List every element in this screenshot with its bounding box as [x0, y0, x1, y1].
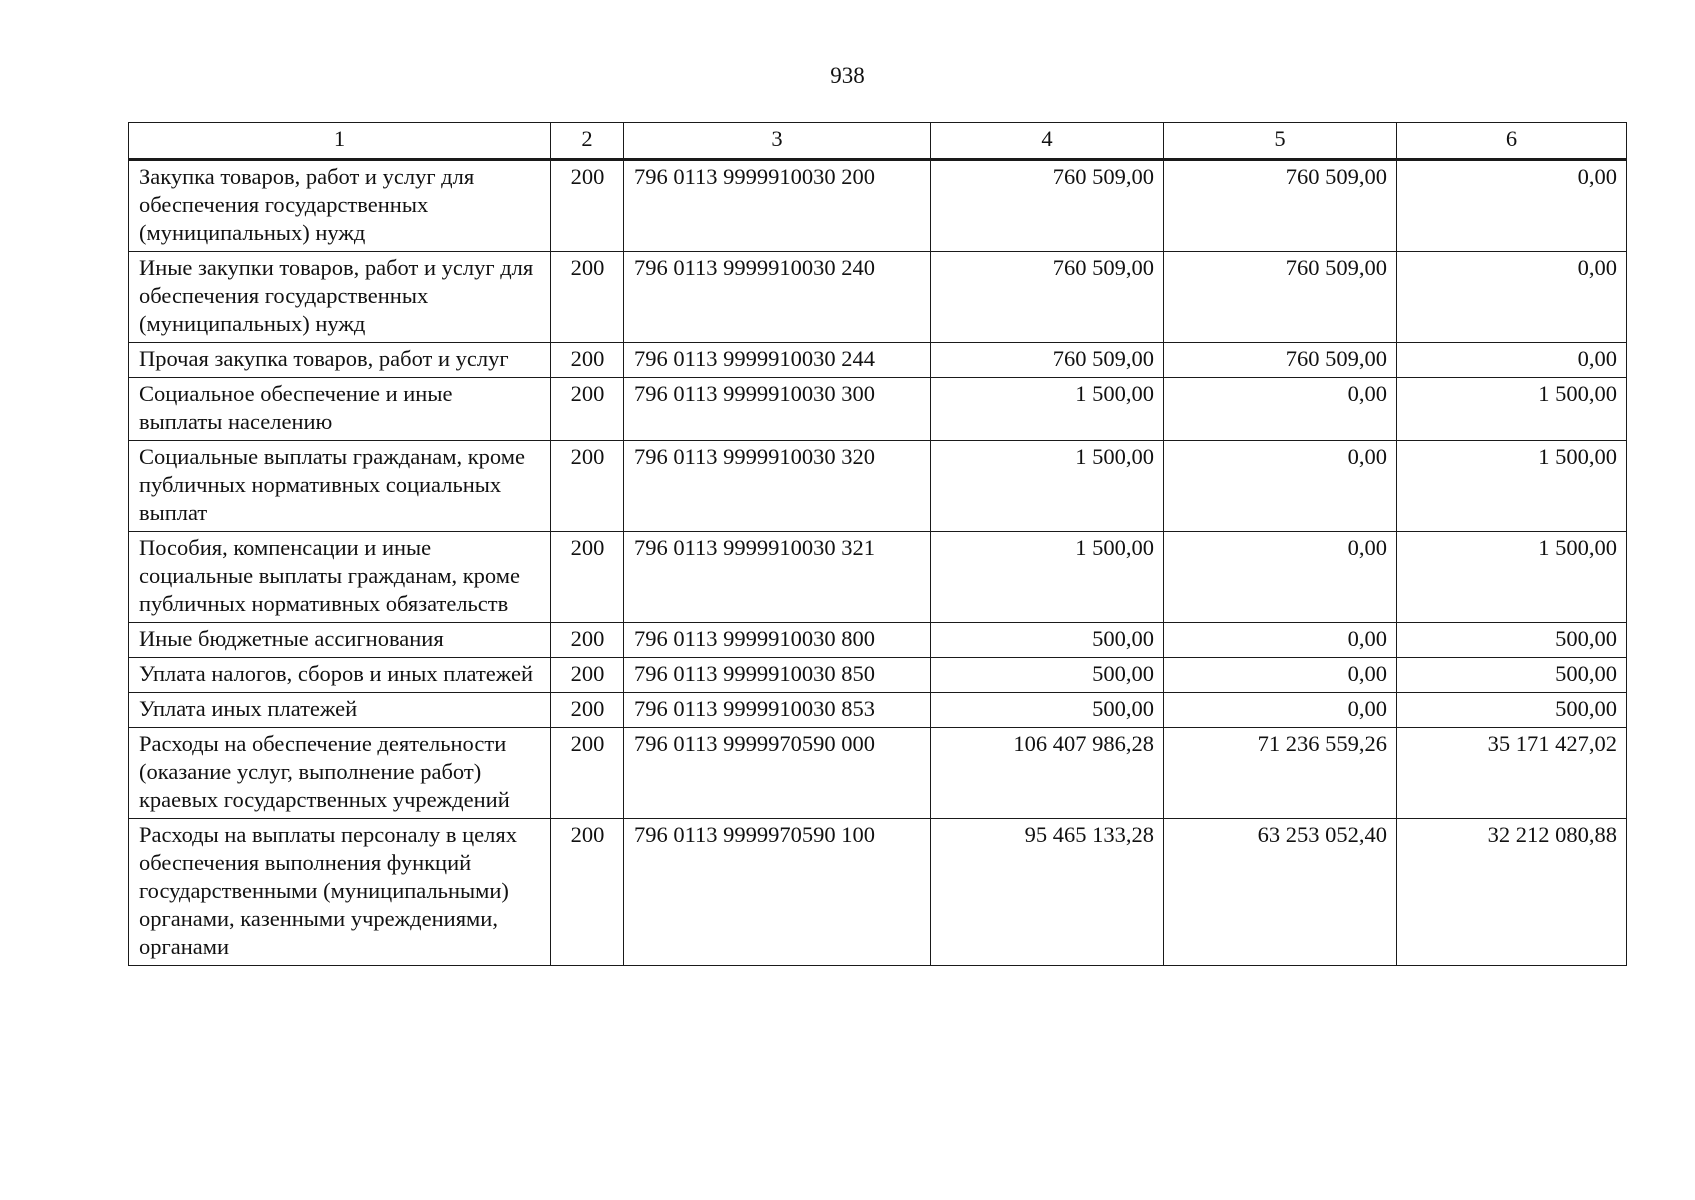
column-6-amount-cell: 500,00 [1397, 693, 1627, 728]
table-row [129, 728, 1627, 819]
classification-code-cell: 796 0113 9999910030 850 [624, 658, 931, 693]
column-6-amount-cell: 32 212 080,88 [1397, 819, 1627, 966]
column-4-amount-cell: 1 500,00 [931, 441, 1164, 532]
column-5-amount-cell: 0,00 [1164, 441, 1397, 532]
column-2-cell: 200 [551, 160, 624, 252]
column-6-amount-cell: 500,00 [1397, 658, 1627, 693]
column-6-amount-cell: 0,00 [1397, 160, 1627, 252]
column-6-amount-cell: 35 171 427,02 [1397, 728, 1627, 819]
table-row [129, 819, 1627, 966]
column-header-5: 5 [1164, 123, 1397, 160]
row-name-cell: Расходы на обеспечение деятельности (оказание услуг, выполнение работ) краевых государственных учреждений [129, 728, 551, 819]
column-5-amount-cell: 63 253 052,40 [1164, 819, 1397, 966]
table-row [129, 658, 1627, 693]
column-4-amount-cell: 1 500,00 [931, 532, 1164, 623]
column-6-amount-cell: 0,00 [1397, 252, 1627, 343]
column-5-amount-cell: 71 236 559,26 [1164, 728, 1397, 819]
column-5-amount-cell: 0,00 [1164, 693, 1397, 728]
column-header-6: 6 [1397, 123, 1627, 160]
classification-code-cell: 796 0113 9999970590 100 [624, 819, 931, 966]
column-2-cell: 200 [551, 252, 624, 343]
column-2-cell: 200 [551, 343, 624, 378]
column-4-amount-cell: 106 407 986,28 [931, 728, 1164, 819]
classification-code-cell: 796 0113 9999910030 244 [624, 343, 931, 378]
column-5-amount-cell: 760 509,00 [1164, 343, 1397, 378]
column-2-cell: 200 [551, 819, 624, 966]
table-row [129, 693, 1627, 728]
row-name-cell: Иные бюджетные ассигнования [129, 623, 551, 658]
row-name-cell: Социальное обеспечение и иные выплаты населению [129, 378, 551, 441]
table-row [129, 441, 1627, 532]
column-4-amount-cell: 500,00 [931, 623, 1164, 658]
classification-code-cell: 796 0113 9999910030 240 [624, 252, 931, 343]
column-6-amount-cell: 1 500,00 [1397, 532, 1627, 623]
table-row [129, 623, 1627, 658]
table-row [129, 252, 1627, 343]
column-5-amount-cell: 0,00 [1164, 378, 1397, 441]
column-5-amount-cell: 0,00 [1164, 623, 1397, 658]
table-header-row [129, 123, 1627, 160]
budget-table [128, 122, 1627, 966]
column-2-cell: 200 [551, 623, 624, 658]
classification-code-cell: 796 0113 9999910030 200 [624, 160, 931, 252]
row-name-cell: Расходы на выплаты персоналу в целях обеспечения выполнения функций государственными (муниципальными) органами, казенными учреждениями, органами [129, 819, 551, 966]
column-4-amount-cell: 760 509,00 [931, 160, 1164, 252]
column-6-amount-cell: 1 500,00 [1397, 378, 1627, 441]
classification-code-cell: 796 0113 9999910030 853 [624, 693, 931, 728]
column-header-2: 2 [551, 123, 624, 160]
column-4-amount-cell: 760 509,00 [931, 343, 1164, 378]
column-4-amount-cell: 1 500,00 [931, 378, 1164, 441]
classification-code-cell: 796 0113 9999910030 321 [624, 532, 931, 623]
row-name-cell: Иные закупки товаров, работ и услуг для обеспечения государственных (муниципальных) нужд [129, 252, 551, 343]
column-4-amount-cell: 500,00 [931, 693, 1164, 728]
column-5-amount-cell: 0,00 [1164, 532, 1397, 623]
column-6-amount-cell: 1 500,00 [1397, 441, 1627, 532]
column-4-amount-cell: 500,00 [931, 658, 1164, 693]
column-2-cell: 200 [551, 728, 624, 819]
row-name-cell: Социальные выплаты гражданам, кроме публичных нормативных социальных выплат [129, 441, 551, 532]
column-header-1: 1 [129, 123, 551, 160]
classification-code-cell: 796 0113 9999910030 320 [624, 441, 931, 532]
table-row [129, 160, 1627, 252]
column-6-amount-cell: 500,00 [1397, 623, 1627, 658]
classification-code-cell: 796 0113 9999970590 000 [624, 728, 931, 819]
column-6-amount-cell: 0,00 [1397, 343, 1627, 378]
page-number: 938 [830, 63, 865, 88]
column-5-amount-cell: 760 509,00 [1164, 160, 1397, 252]
table-row [129, 532, 1627, 623]
column-5-amount-cell: 0,00 [1164, 658, 1397, 693]
column-header-3: 3 [624, 123, 931, 160]
row-name-cell: Уплата иных платежей [129, 693, 551, 728]
table-row [129, 378, 1627, 441]
row-name-cell: Уплата налогов, сборов и иных платежей [129, 658, 551, 693]
table-row [129, 343, 1627, 378]
classification-code-cell: 796 0113 9999910030 300 [624, 378, 931, 441]
column-header-4: 4 [931, 123, 1164, 160]
column-4-amount-cell: 760 509,00 [931, 252, 1164, 343]
column-2-cell: 200 [551, 658, 624, 693]
column-4-amount-cell: 95 465 133,28 [931, 819, 1164, 966]
column-5-amount-cell: 760 509,00 [1164, 252, 1397, 343]
column-2-cell: 200 [551, 532, 624, 623]
classification-code-cell: 796 0113 9999910030 800 [624, 623, 931, 658]
row-name-cell: Пособия, компенсации и иные социальные выплаты гражданам, кроме публичных нормативных обязательств [129, 532, 551, 623]
column-2-cell: 200 [551, 693, 624, 728]
row-name-cell: Прочая закупка товаров, работ и услуг [129, 343, 551, 378]
column-2-cell: 200 [551, 441, 624, 532]
column-2-cell: 200 [551, 378, 624, 441]
row-name-cell: Закупка товаров, работ и услуг для обеспечения государственных (муниципальных) нужд [129, 160, 551, 252]
